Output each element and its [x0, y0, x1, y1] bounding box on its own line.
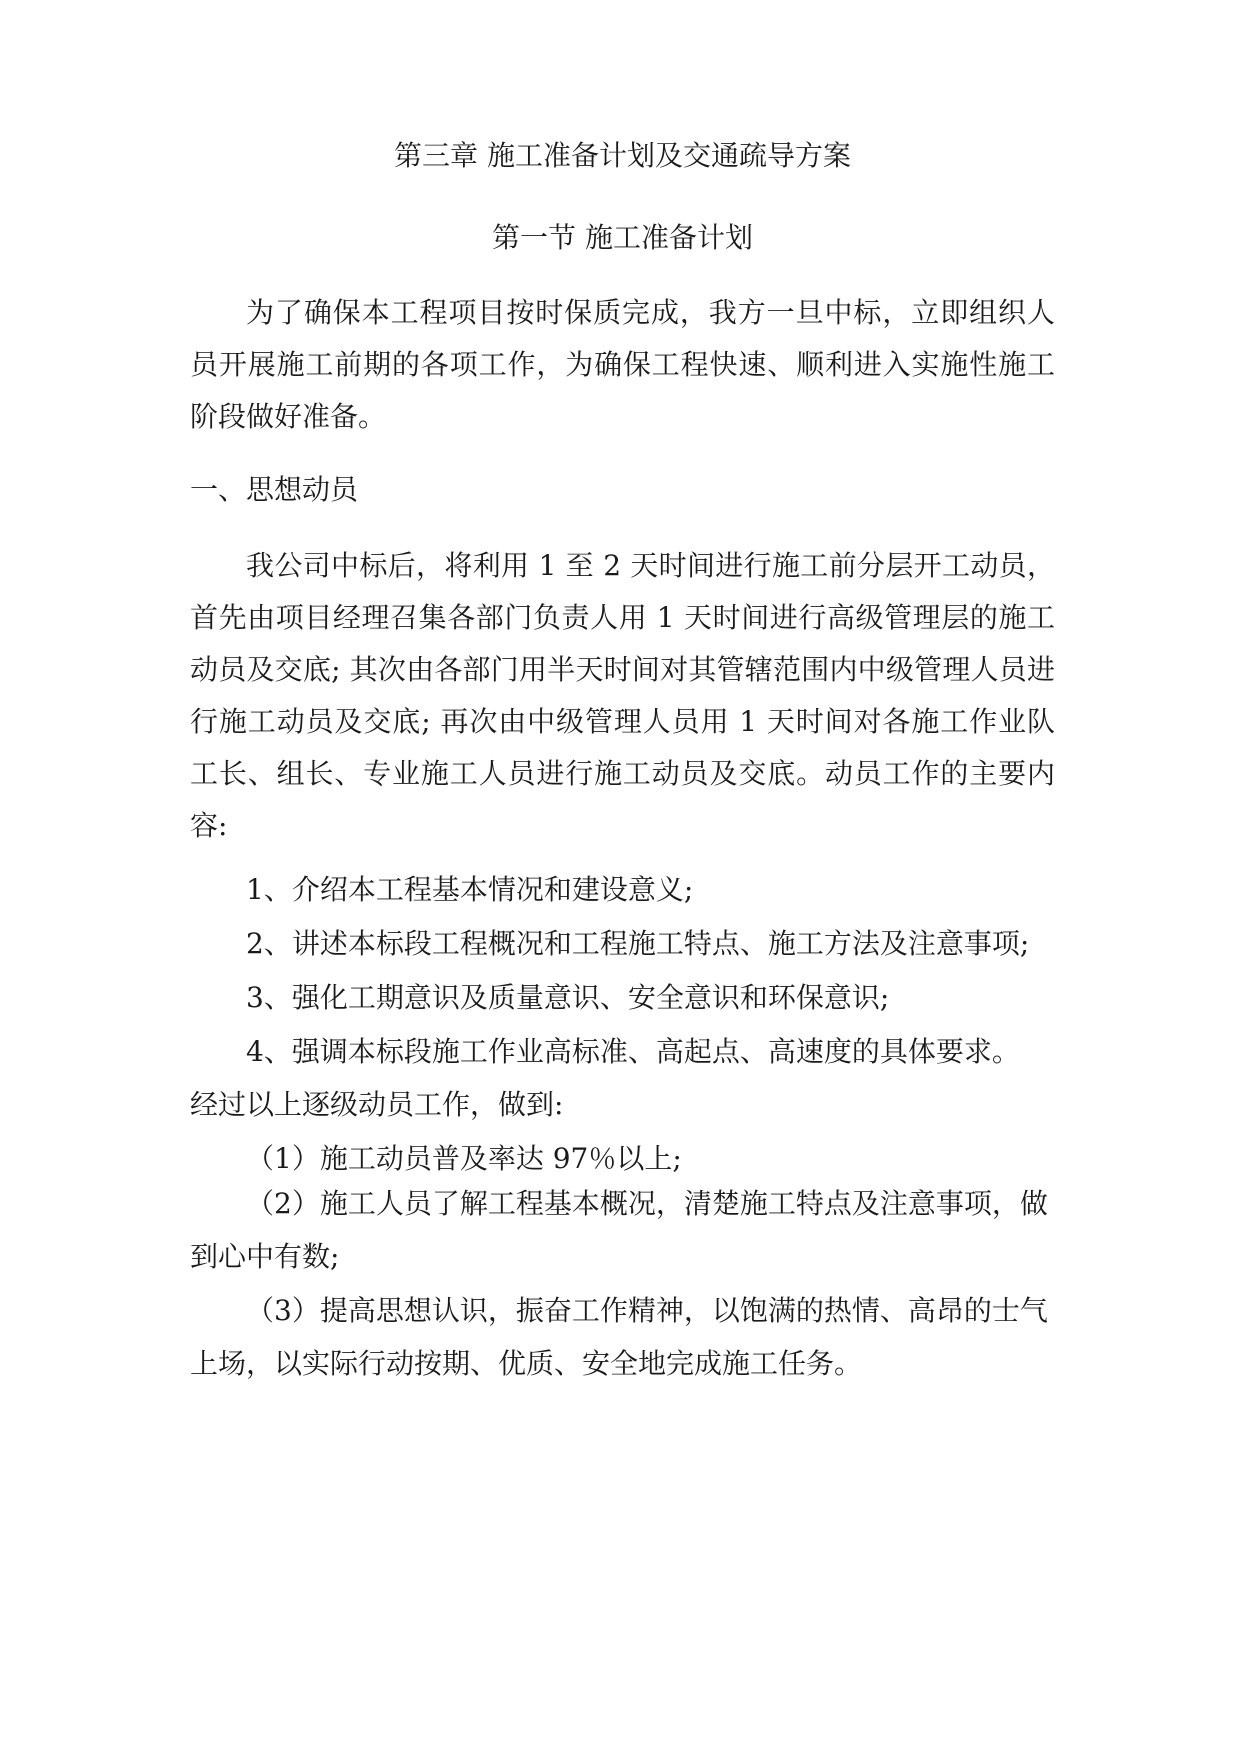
section-title: 第一节 施工准备计划	[492, 221, 753, 254]
intro-paragraph: 为了确保本工程项目按时保质完成，我方一旦中标，立即组织人员开展施工前期的各项工作，为确保工程快速、顺利进入实施性施工阶段做好准备。	[190, 296, 1055, 433]
content-item-2: 2、讲述本标段工程概况和工程施工特点、施工方法及注意事项;	[246, 927, 1030, 960]
mobilization-paragraph: 我公司中标后，将利用 1 至 2 天时间进行施工前分层开工动员，首先由项目经理召集各部门负责人用 1 天时间进行高级管理层的施工动员及交底; 其次由各部门用半天时间对其管辖范围内中级管理人员进行施工动员及交底; 再次由中级管理人员用 1 天时间对各施工作业队工长、组长、专业施工人员进行施工动员及交底。动员工作的主要内容:	[190, 549, 1055, 842]
chapter-title: 第三章 施工准备计划及交通疏导方案	[394, 139, 851, 172]
result-item-2: （2）施工人员了解工程基本概况，清楚施工特点及注意事项，做到心中有数;	[190, 1187, 1048, 1273]
subsection-heading: 一、思想动员	[190, 473, 359, 506]
result-lead: 经过以上逐级动员工作，做到:	[190, 1088, 564, 1121]
content-item-3: 3、强化工期意识及质量意识、安全意识和环保意识;	[246, 981, 890, 1014]
result-item-3: （3）提高思想认识，振奋工作精神，以饱满的热情、高昂的士气上场，以实际行动按期、优质、安全地完成施工任务。	[190, 1294, 1048, 1380]
result-item-1: （1）施工动员普及率达 97％以上;	[246, 1142, 682, 1175]
content-item-1: 1、介绍本工程基本情况和建设意义;	[246, 873, 694, 906]
content-item-4: 4、强调本标段施工作业高标准、高起点、高速度的具体要求。	[246, 1035, 1020, 1068]
